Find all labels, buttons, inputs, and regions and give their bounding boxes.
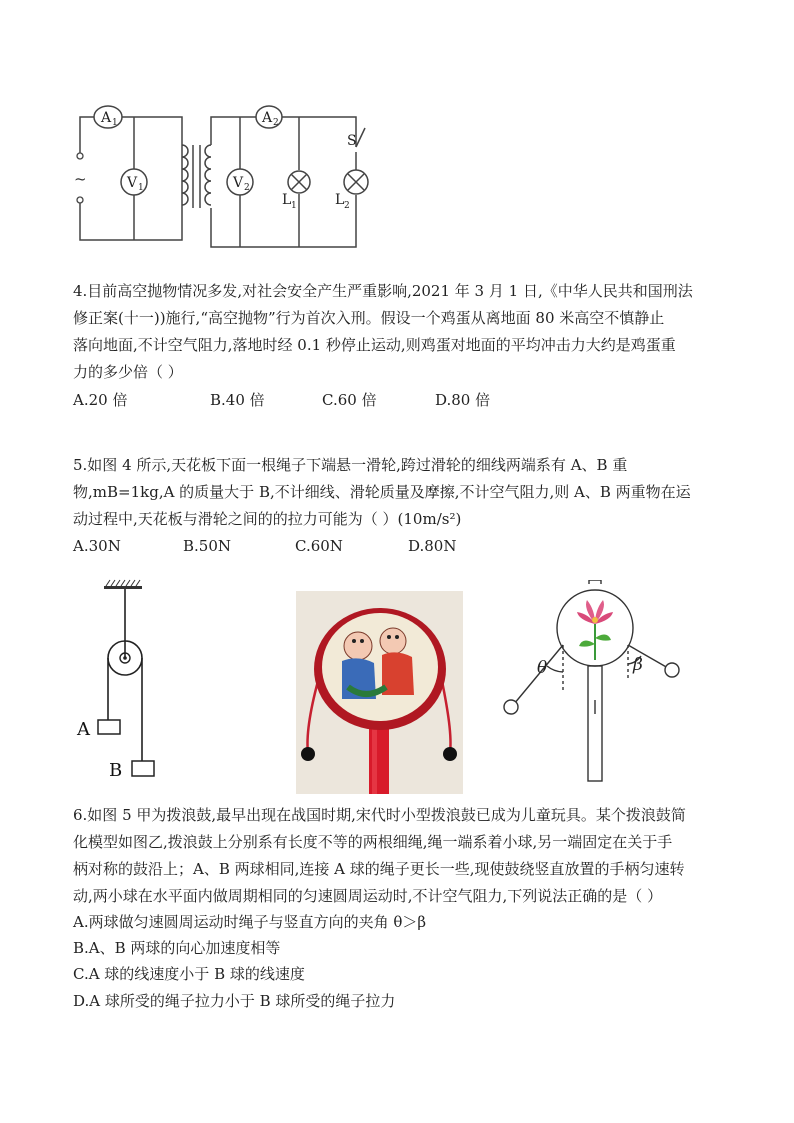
option-c: C.60N — [295, 537, 343, 555]
option-a: A.20 倍 — [73, 391, 128, 409]
question-6-line: 动,两小球在水平面内做周期相同的匀速圆周运动时,不计空气阻力,下列说法正确的是（ ） — [73, 887, 663, 905]
question-6-line: 6.如图 5 甲为拨浪鼓,最早出现在战国时期,宋代时小型拨浪鼓已成为儿童玩具。某个拨浪鼓简 — [73, 806, 686, 824]
angle-beta-label: β — [633, 655, 643, 675]
voltmeter-v2-icon — [227, 169, 253, 195]
flower-icon — [577, 600, 613, 660]
svg-text:1: 1 — [112, 118, 118, 128]
angle-theta-label: θ — [537, 658, 548, 678]
option-d: D.A 球所受的绳子拉力小于 B 球所受的绳子拉力 — [73, 992, 396, 1010]
svg-text:V: V — [233, 175, 244, 191]
question-4-line: 修正案(十一))施行,“高空抛物”行为首次入刑。假设一个鸡蛋从离地面 80 米高空不慎静止 — [73, 309, 665, 327]
lamp-l1-icon — [282, 171, 310, 211]
option-b: B.A、B 两球的向心加速度相等 — [73, 939, 281, 957]
ac-source-symbol: ~ — [74, 170, 87, 188]
option-d: D.80 倍 — [435, 391, 491, 409]
option-a: A.30N — [73, 537, 121, 555]
block-a-label: A — [77, 719, 90, 740]
ammeter-a1-icon — [94, 106, 122, 128]
svg-text:A: A — [101, 110, 112, 126]
svg-text:2: 2 — [344, 201, 350, 211]
svg-text:1: 1 — [291, 201, 297, 211]
ammeter-a2-icon — [256, 106, 282, 128]
svg-text:V: V — [127, 175, 138, 191]
ball-b-icon — [665, 663, 679, 677]
question-6-line: 柄对称的鼓沿上；A、B 两球相同,连接 A 球的绳子更长一些,现使鼓绕竖直放置的手柄匀速转 — [73, 860, 685, 878]
question-4-line: 4.目前高空抛物情况多发,对社会安全产生严重影响,2021 年 3 月 1 日,《中华人民共和国刑法 — [73, 282, 693, 300]
transformer-circuit-diagram — [60, 100, 380, 260]
svg-text:L: L — [282, 192, 292, 208]
question-5-line: 5.如图 4 所示,天花板下面一根绳子下端悬一滑轮,跨过滑轮的细线两端系有 A、B 重 — [73, 456, 628, 474]
question-6-line: 化模型如图乙,拨浪鼓上分别系有长度不等的两根细绳,绳一端系着小球,另一端固定在关于手 — [73, 833, 673, 851]
svg-text:1: 1 — [138, 183, 144, 193]
voltmeter-v1-icon — [121, 169, 147, 195]
block-a-icon — [98, 720, 120, 734]
svg-text:L: L — [335, 192, 345, 208]
question-4-line: 力的多少倍（ ） — [73, 363, 183, 381]
option-c: C.60 倍 — [322, 391, 377, 409]
switch-label: S — [347, 133, 357, 149]
ball-a-icon — [504, 700, 518, 714]
rattle-drum-photo — [296, 591, 463, 794]
option-a: A.两球做匀速圆周运动时绳子与竖直方向的夹角 θ＞β — [73, 913, 427, 931]
pulley-diagram — [70, 578, 180, 783]
lamp-l2-icon — [335, 170, 368, 211]
question-4-line: 落向地面,不计空气阻力,落地时经 0.1 秒停止运动,则鸡蛋对地面的平均冲击力大约是鸡蛋重 — [73, 336, 676, 354]
block-b-label: B — [109, 760, 123, 781]
question-5-line: 物,mB=1kg,A 的质量大于 B,不计细线、滑轮质量及摩擦,不计空气阻力,则 A、B 两重物在运 — [73, 483, 691, 501]
rattle-drum-model-diagram — [495, 580, 695, 785]
svg-text:2: 2 — [273, 118, 279, 128]
question-5-line: 动过程中,天花板与滑轮之间的的拉力可能为（ ）(10m/s²) — [73, 510, 462, 528]
block-b-icon — [132, 761, 154, 776]
option-d: D.80N — [408, 537, 457, 555]
svg-text:A: A — [262, 110, 273, 126]
option-b: B.40 倍 — [210, 391, 265, 409]
option-b: B.50N — [183, 537, 232, 555]
svg-text:2: 2 — [244, 183, 250, 193]
option-c: C.A 球的线速度小于 B 球的线速度 — [73, 965, 305, 983]
